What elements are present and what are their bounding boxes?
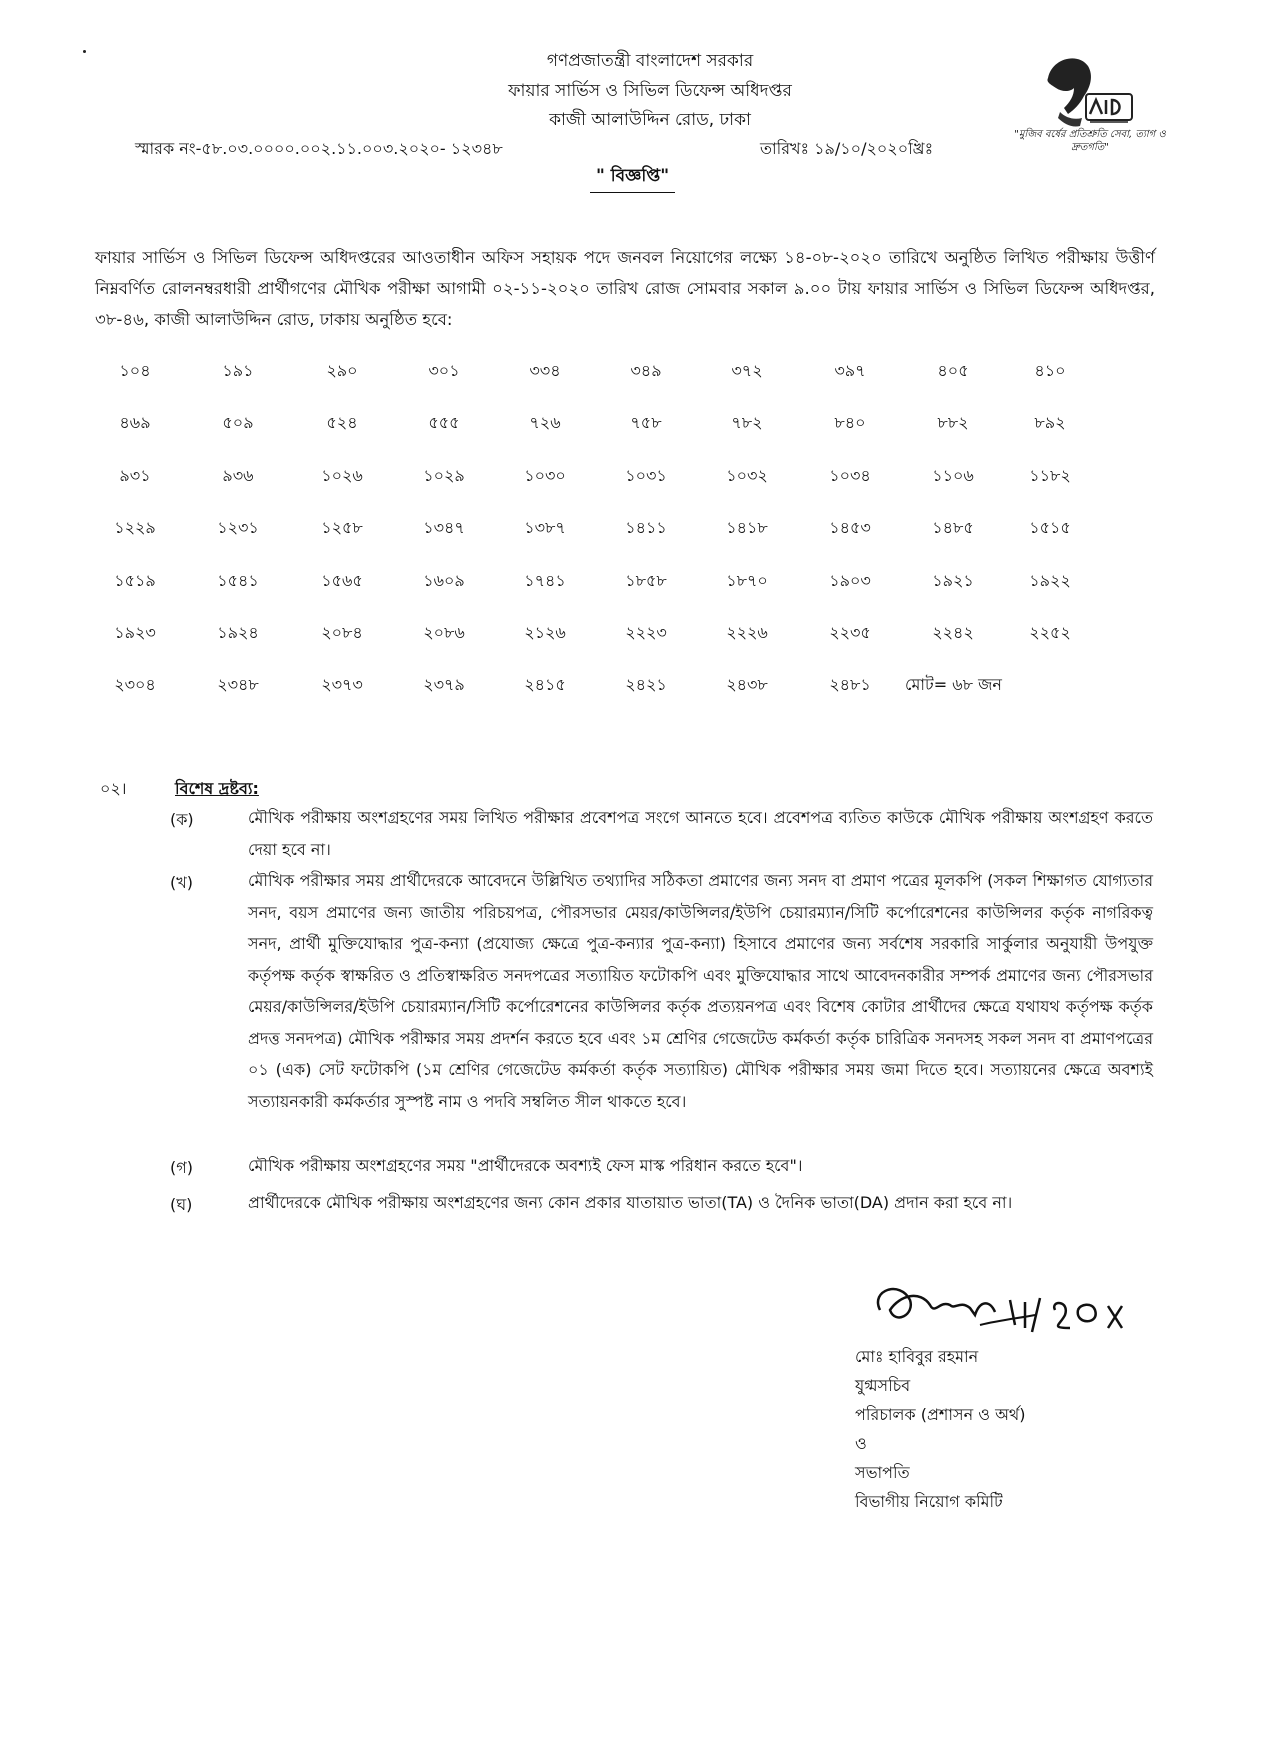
roll-number: ১০৪: [119, 361, 151, 380]
roll-number: ২৩৪৮: [217, 675, 259, 694]
scan-speck: [83, 50, 86, 53]
intro-paragraph: ফায়ার সার্ভিস ও সিভিল ডিফেন্স অধিদপ্তরের আওতাধীন অফিস সহায়ক পদে জনবল নিয়োগের লক্ষ্যে ১৪-০৮-২০২০ তারিখে অনুষ্ঠিত লিখিত পরীক্ষায় উত্তীর্ণ নিম্নবর্ণিত রোলনম্বরধারী প্রার্থীগণের মৌখিক পরীক্ষা আগামী ০২-১১-২০২০ তারিখ রোজ সোমবার সকাল ৯.০০ টায় ফায়ার সার্ভিস ও সিভিল ডিফেন্স অধিদপ্তর, ৩৮-৪৬, কাজী আলাউদ্দিন রোড, ঢাকায় অনুষ্ঠিত হবে:: [95, 248, 1155, 329]
roll-number: ১১৮২: [1029, 466, 1071, 485]
roll-number: ১০২৬: [321, 466, 363, 485]
roll-number: ৪০৫: [937, 361, 969, 380]
roll-number: ২৪৮১: [829, 675, 871, 694]
roll-number: ২৪২১: [625, 675, 667, 694]
roll-number: ১৪৮৫: [932, 518, 974, 537]
roll-number: ১০৩৪: [829, 466, 871, 485]
roll-number: ৭৮২: [731, 413, 763, 432]
roll-number: ১৬০৯: [423, 571, 465, 590]
roll-number: ১৯২৪: [217, 623, 259, 642]
roll-number: ১৫১৯: [114, 571, 156, 590]
note-text-ka: মৌখিক পরীক্ষায় অংশগ্রহণের সময় লিখিত পরীক্ষার প্রবেশপত্র সংগে আনতে হবে। প্রবেশপত্র ব্যতিত কাউকে মৌখিক পরীক্ষায় অংশগ্রহণ করতে দেয়া হবে না।: [248, 808, 1153, 859]
roll-number: ৩৭২: [731, 361, 763, 380]
roll-number: ১৫৪১: [217, 571, 259, 590]
signatory-committee: বিভাগীয় নিয়োগ কমিটি: [855, 1492, 1003, 1511]
roll-number: ৩৪৯: [630, 361, 662, 380]
roll-number: ৮৯২: [1034, 413, 1066, 432]
roll-number: ১২৩১: [217, 518, 259, 537]
roll-number: ২২২৩: [625, 623, 667, 642]
roll-number: ১১০৬: [932, 466, 974, 485]
roll-number: ২৪১৫: [524, 675, 566, 694]
roll-number: ২০৮৬: [423, 623, 465, 642]
roll-number: ৮৮২: [937, 413, 969, 432]
roll-number: ১২২৯: [114, 518, 156, 537]
roll-number: ১৩৪৭: [423, 518, 465, 537]
roll-number: ২৩৭৯: [423, 675, 465, 694]
roll-number: ১০৩১: [625, 466, 667, 485]
roll-number: ২৩০৪: [114, 675, 156, 694]
roll-number: ২১২৬: [524, 623, 566, 642]
roll-number: ২২২৬: [726, 623, 768, 642]
header-line-1: গণপ্রজাতন্ত্রী বাংলাদেশ সরকার: [546, 51, 754, 71]
roll-number: ১০২৯: [423, 466, 465, 485]
note-label-ga: (গ): [170, 1158, 193, 1177]
note-label-gha: (ঘ): [170, 1195, 193, 1214]
roll-number: ৪১০: [1034, 361, 1066, 380]
roll-number: ১০৩০: [524, 466, 566, 485]
roll-number: ১৩৮৭: [524, 518, 566, 537]
roll-number: ১৪১১: [625, 518, 667, 537]
roll-number: ১৫৬৫: [321, 571, 363, 590]
roll-number: ১৯২৩: [114, 623, 156, 642]
roll-number: ৫২৪: [326, 413, 358, 432]
roll-number: ১৪৫৩: [829, 518, 871, 537]
roll-number: ৩৩৪: [529, 361, 561, 380]
roll-number: ৯৩৬: [222, 466, 254, 485]
roll-number: ৩৯৭: [834, 361, 866, 380]
roll-number: ৭২৬: [529, 413, 561, 432]
roll-number: ৩০১: [428, 361, 460, 380]
roll-number: ১২৫৮: [321, 518, 363, 537]
total-candidates: মোট= ৬৮ জন: [905, 675, 1002, 694]
section-title: বিশেষ দ্রষ্টব্য:: [175, 779, 259, 798]
roll-number: ৫০৯: [222, 413, 254, 432]
signatory-designation: যুগ্মসচিব: [855, 1376, 911, 1395]
signatory-role: পরিচালক (প্রশাসন ও অর্থ): [855, 1405, 1026, 1424]
note-label-kha: (খ): [170, 873, 193, 892]
note-label-ka: (ক): [170, 810, 194, 829]
roll-number: ১৯২১: [932, 571, 974, 590]
notice-title: " বিজ্ঞপ্তি": [590, 163, 675, 193]
roll-number: ২৯০: [326, 361, 358, 380]
signatory-name: মোঃ হাবিবুর রহমান: [855, 1347, 979, 1366]
roll-number: ১৯০৩: [829, 571, 871, 590]
signatory-chair: সভাপতি: [855, 1463, 910, 1482]
roll-number: ১০৩২: [726, 466, 768, 485]
roll-number: ৭৫৮: [630, 413, 662, 432]
roll-number: ২২৩৫: [829, 623, 871, 642]
roll-number: ৪৬৯: [119, 413, 151, 432]
roll-number: ২৩৭৩: [321, 675, 363, 694]
handwritten-signature: [860, 1270, 1150, 1345]
signatory-conjunction: ও: [855, 1434, 867, 1453]
roll-number: ৮৪০: [834, 413, 866, 432]
roll-number: ১৯২২: [1029, 571, 1071, 590]
roll-number: ১৮৫৮: [625, 571, 667, 590]
roll-number: ২২৫২: [1029, 623, 1071, 642]
roll-number: ২০৮৪: [321, 623, 363, 642]
logo-caption: "মুজিব বর্ষের প্রতিশ্রুতি সেবা, ত্যাগ ও দ্রুতগতি": [1014, 129, 1166, 153]
roll-number: ১৫১৫: [1029, 518, 1071, 537]
roll-number: ৯৩১: [119, 466, 151, 485]
header-line-3: কাজী আলাউদ্দিন রোড, ঢাকা: [549, 110, 751, 130]
note-text-ga: মৌখিক পরীক্ষায় অংশগ্রহণের সময় "প্রার্থীদেরকে অবশ্যই ফেস মাস্ক পরিধান করতে হবে"।: [248, 1156, 803, 1175]
note-text-kha: মৌখিক পরীক্ষার সময় প্রার্থীদেরকে আবেদনে উল্লিখিত তথ্যাদির সঠিকতা প্রমাণের জন্য সনদ বা প্রমাণ পত্রের মূলকপি (সকল শিক্ষাগত যোগ্যতার সনদ, বয়স প্রমাণের জন্য জাতীয় পরিচয়পত্র, পৌরসভার মেয়র/কাউন্সিলর/ইউপি চেয়ারম্যান/সিটি কর্পোরেশনের কাউন্সিলর কর্তৃক নাগরিকত্ব সনদ, প্রার্থী মুক্তিযোদ্ধার পুত্র-কন্যা (প্রযোজ্য ক্ষেত্রে পুত্র-কন্যার পুত্র-কন্যা) হিসাবে প্রমাণের জন্য সর্বশেষ সরকারি সার্কুলার অনুযায়ী উপযুক্ত কর্তৃপক্ষ কর্তৃক স্বাক্ষরিত ও প্রতিস্বাক্ষরিত সনদপত্রের সত্যায়িত ফটোকপি এবং মুক্তিযোদ্ধার সাথে আবেদনকারীর সম্পর্ক প্রমাণের জন্য পৌরসভার মেয়র/কাউন্সিলর/ইউপি চেয়ারম্যান/সিটি কর্পোরেশনের কাউন্সিলর কর্তৃক প্রত্যয়নপত্র এবং বিশেষ কোটার প্রার্থীদের ক্ষেত্রে যথাযথ কর্তৃপক্ষ কর্তৃক প্রদত্ত সনদপত্র) মৌখিক পরীক্ষার সময় প্রদর্শন করতে হবে এবং ১ম শ্রেণির গেজেটেড কর্মকর্তা কর্তৃক চারিত্রিক সনদসহ সকল সনদ বা প্রমাণপত্রের ০১ (এক) সেট ফটোকপি (১ম শ্রেণির গেজেটেড কর্মকর্তা কর্তৃক সত্যায়িত) মৌখিক পরীক্ষার সময় জমা দিতে হবে। সত্যায়নের ক্ষেত্রে অবশ্যই সত্যায়নকারী কর্মকর্তার সুস্পষ্ট নাম ও পদবি সম্বলিত সীল থাকতে হবে।: [248, 871, 1153, 1111]
note-text-gha: প্রার্থীদেরকে মৌখিক পরীক্ষায় অংশগ্রহণের জন্য কোন প্রকার যাতায়াত ভাতা(TA) ও দৈনিক ভাতা(DA) প্রদান করা হবে না।: [248, 1193, 1013, 1212]
roll-number: ২২৪২: [932, 623, 974, 642]
roll-number: ১৭৪১: [524, 571, 566, 590]
roll-number: ১৯১: [222, 361, 254, 380]
roll-number: ২৪৩৮: [726, 675, 768, 694]
memo-number: স্মারক নং-৫৮.০৩.০০০০.০০২.১১.০০৩.২০২০- ১২৩৪৮: [135, 139, 503, 158]
roll-number: ১৮৭০: [726, 571, 768, 590]
notice-date: তারিখঃ ১৯/১০/২০২০খ্রিঃ: [760, 139, 934, 158]
section-number: ০২।: [100, 779, 127, 798]
roll-number: ১৪১৮: [726, 518, 768, 537]
roll-number: ৫৫৫: [428, 413, 460, 432]
header-line-2: ফায়ার সার্ভিস ও সিভিল ডিফেন্স অধিদপ্তর: [508, 81, 792, 101]
